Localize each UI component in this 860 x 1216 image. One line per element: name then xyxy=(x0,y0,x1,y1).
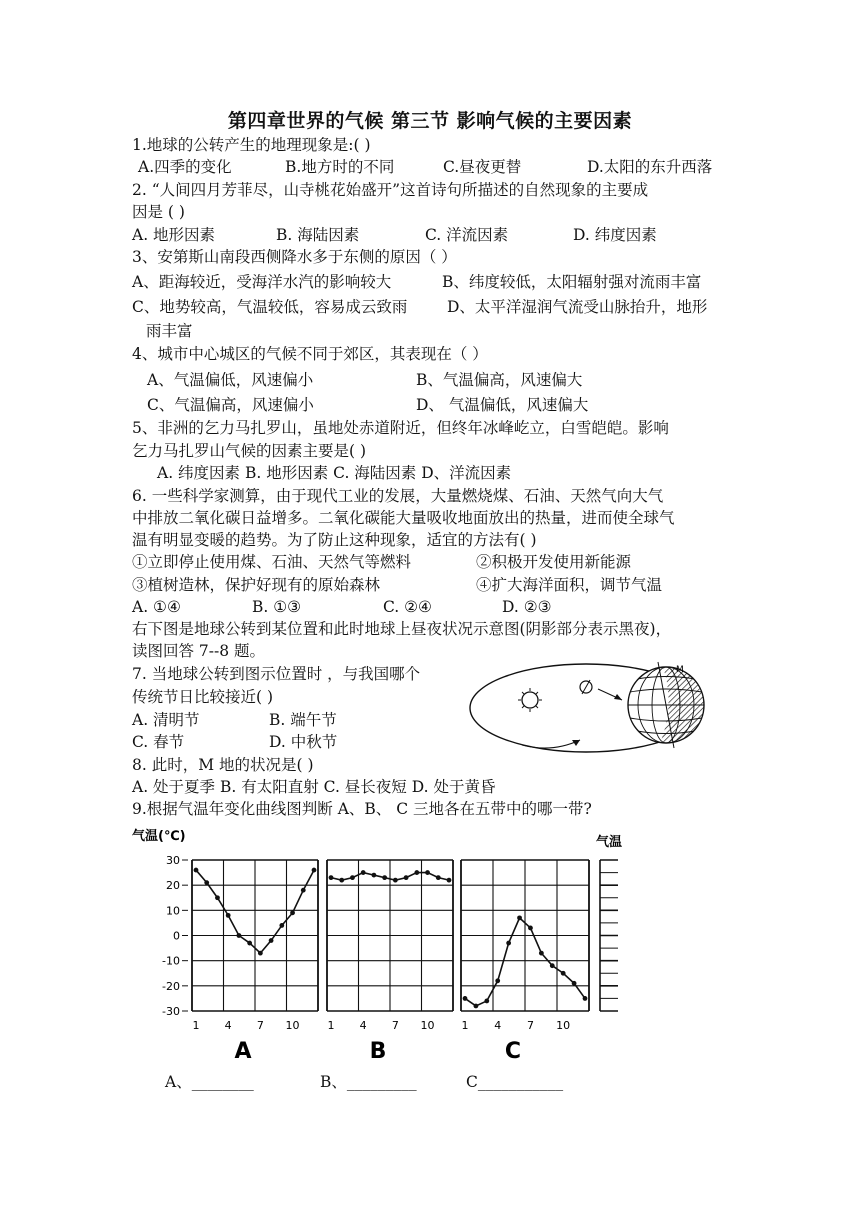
data-point xyxy=(517,915,522,920)
q7-stem-line1: 7. 当地球公转到图示位置时 ，与我国哪个 xyxy=(132,665,421,683)
data-point xyxy=(372,873,377,878)
data-point xyxy=(226,913,231,918)
data-point xyxy=(495,978,500,983)
q4-option-a: A、气温偏低，风速偏小 xyxy=(147,371,314,389)
data-point xyxy=(550,963,555,968)
data-point xyxy=(463,996,468,1001)
q7-option-b: B. 端午节 xyxy=(269,711,337,729)
q6-statement-2: ②积极开发使用新能源 xyxy=(476,553,632,571)
data-point xyxy=(484,999,489,1004)
q7-stem-line2: 传统节日比较接近( ) xyxy=(132,688,274,706)
q3-stem: 3、安第斯山南段西侧降水多于东侧的原因（ ） xyxy=(132,248,457,266)
x-tick-label: 10 xyxy=(420,1019,435,1032)
q9-answer-c: C___________ xyxy=(466,1073,564,1091)
data-point xyxy=(528,926,533,931)
q6-option-d: D. ②③ xyxy=(502,598,552,616)
y-tick-label: -10 xyxy=(162,954,180,968)
data-point xyxy=(414,870,419,875)
panel-label-A: A xyxy=(234,1039,252,1064)
orbit-figure xyxy=(462,660,722,760)
y-tick-label: -20 xyxy=(162,979,180,993)
panel-label-C: C xyxy=(504,1039,522,1064)
q9-stem: 9.根据气温年变化曲线图判断 A、B、 C 三地各在五带中的哪一带? xyxy=(132,800,592,818)
q3-option-d: D、太平洋湿润气流受山脉抬升，地形 xyxy=(447,298,708,316)
data-point xyxy=(290,910,295,915)
q8-stem: 8. 此时，M 地的状况是( ) xyxy=(132,756,314,774)
q6-option-c: C. ②④ xyxy=(383,598,432,616)
data-point xyxy=(279,923,284,928)
x-tick-label: 7 xyxy=(526,1019,534,1032)
pointer-arrowhead-icon xyxy=(614,694,622,700)
small-earth-icon xyxy=(580,680,592,694)
data-point xyxy=(382,875,387,880)
q5-stem-line2: 乞力马扎罗山气候的因素主要是( ) xyxy=(132,442,367,460)
data-point xyxy=(393,878,398,883)
x-tick-label: 7 xyxy=(256,1019,264,1032)
sun-icon xyxy=(518,688,542,712)
q2-option-b: B. 海陆因素 xyxy=(276,226,360,244)
data-point xyxy=(572,981,577,986)
q1-option-c: C.昼夜更替 xyxy=(443,158,522,176)
q5-options: A. 纬度因素 B. 地形因素 C. 海陆因素 D、洋流因素 xyxy=(157,464,512,482)
data-point xyxy=(329,875,334,880)
earth-point-label: M xyxy=(676,665,684,675)
data-point xyxy=(404,875,409,880)
q6-option-a: A. ①④ xyxy=(132,598,181,616)
y-tick-label: 0 xyxy=(173,929,180,943)
q9-answer-a: A、________ xyxy=(165,1073,254,1091)
q7-option-a: A. 清明节 xyxy=(132,711,200,729)
panel-label-B: B xyxy=(369,1039,387,1064)
x-tick-label: 4 xyxy=(224,1019,232,1032)
data-point xyxy=(474,1004,479,1009)
y-tick-label: -30 xyxy=(162,1005,180,1018)
x-tick-label: 4 xyxy=(494,1019,502,1032)
data-point xyxy=(539,951,544,956)
q3-option-c: C、地势较高，气温较低，容易成云致雨 xyxy=(132,298,408,316)
q3-option-a: A、距海较近，受海洋水汽的影响较大 xyxy=(132,273,392,291)
q4-option-d: D、 气温偏低，风速偏大 xyxy=(416,396,589,414)
data-point xyxy=(436,875,441,880)
x-tick-label: 1 xyxy=(461,1019,469,1032)
x-tick-label: 7 xyxy=(391,1019,399,1032)
data-point xyxy=(215,895,220,900)
q7-8-intro-line2: 读图回答 7--8 题。 xyxy=(132,642,266,660)
data-point xyxy=(350,875,355,880)
x-tick-label: 10 xyxy=(285,1019,300,1032)
x-tick-label: 10 xyxy=(556,1019,571,1032)
y-tick-label: 30 xyxy=(166,854,180,867)
q1-option-d: D.太阳的东升西落 xyxy=(587,158,713,176)
q3-option-b: B、纬度较低，太阳辐射强对流雨丰富 xyxy=(442,273,702,291)
q2-stem-line2: 因是 ( ) xyxy=(132,203,185,221)
q1-option-b: B.地方时的不同 xyxy=(285,158,395,176)
data-point xyxy=(339,878,344,883)
q6-statement-1: ①立即停止使用煤、石油、天然气等燃料 xyxy=(132,553,412,571)
x-tick-label: 1 xyxy=(327,1019,335,1032)
q6-statement-4: ④扩大海洋面积，调节气温 xyxy=(476,576,663,594)
q8-options: A. 处于夏季 B. 有太阳直射 C. 昼长夜短 D. 处于黄昏 xyxy=(132,778,496,796)
data-point xyxy=(361,870,366,875)
y-tick-label: 20 xyxy=(166,879,180,893)
x-tick-label: 4 xyxy=(359,1019,367,1032)
data-point xyxy=(204,880,209,885)
q1-option-a: A.四季的变化 xyxy=(138,158,232,176)
data-point xyxy=(301,888,306,893)
data-point xyxy=(447,878,452,883)
data-point xyxy=(258,951,263,956)
page-title: 第四章世界的气候 第三节 影响气候的主要因素 xyxy=(227,110,633,132)
data-point xyxy=(583,996,588,1001)
data-point xyxy=(506,941,511,946)
orbit-direction-arrow xyxy=(522,740,580,748)
q2-stem-line1: 2. “人间四月芳菲尽，山寺桃花始盛开”这首诗句所描述的自然现象的主要成 xyxy=(132,181,649,199)
y-axis-label: 气温(℃) xyxy=(132,829,186,844)
q7-option-c: C. 春节 xyxy=(132,733,185,751)
data-point xyxy=(194,868,199,873)
q7-8-intro-line1: 右下图是地球公转到某位置和此时地球上昼夜状况示意图(阴影部分表示黑夜)， xyxy=(132,620,672,638)
q2-option-d: D. 纬度因素 xyxy=(573,226,657,244)
q3-option-d-cont: 雨丰富 xyxy=(146,322,193,340)
data-point xyxy=(237,933,242,938)
q6-stem-line1: 6. 一些科学家测算，由于现代工业的发展，大量燃烧煤、石油、天然气向大气 xyxy=(132,487,664,505)
q4-option-c: C、气温偏高，风速偏小 xyxy=(147,396,314,414)
q6-stem-line3: 温有明显变暖的趋势。为了防止这种现象，适宜的方法有( ) xyxy=(132,531,537,549)
q1-stem: 1.地球的公转产生的地理现象是:( ) xyxy=(132,136,371,154)
q7-option-d: D. 中秋节 xyxy=(269,733,338,751)
y-axis-label-right: 气温 xyxy=(596,835,623,850)
q6-statement-3: ③植树造林，保护好现有的原始森林 xyxy=(132,576,381,594)
data-point xyxy=(425,870,430,875)
q9-answer-b: B、_________ xyxy=(320,1073,417,1091)
data-point xyxy=(247,941,252,946)
y-tick-label: 10 xyxy=(166,904,180,918)
q5-stem-line1: 5、非洲的乞力马扎罗山，虽地处赤道附近，但终年冰峰屹立，白雪皑皑。影响 xyxy=(132,419,669,437)
q2-option-c: C. 洋流因素 xyxy=(425,226,509,244)
q4-stem: 4、城市中心城区的气候不同于郊区，其表现在（ ） xyxy=(132,345,488,363)
q6-option-b: B. ①③ xyxy=(252,598,302,616)
q2-option-a: A. 地形因素 xyxy=(132,226,216,244)
data-point xyxy=(269,938,274,943)
x-tick-label: 1 xyxy=(192,1019,200,1032)
q6-stem-line2: 中排放二氧化碳日益增多。二氧化碳能大量吸收地面放出的热量，进而使全球气 xyxy=(132,509,675,527)
data-point xyxy=(312,868,317,873)
q4-option-b: B、气温偏高，风速偏大 xyxy=(416,371,583,389)
data-point xyxy=(561,971,566,976)
temperature-charts xyxy=(130,822,630,1072)
